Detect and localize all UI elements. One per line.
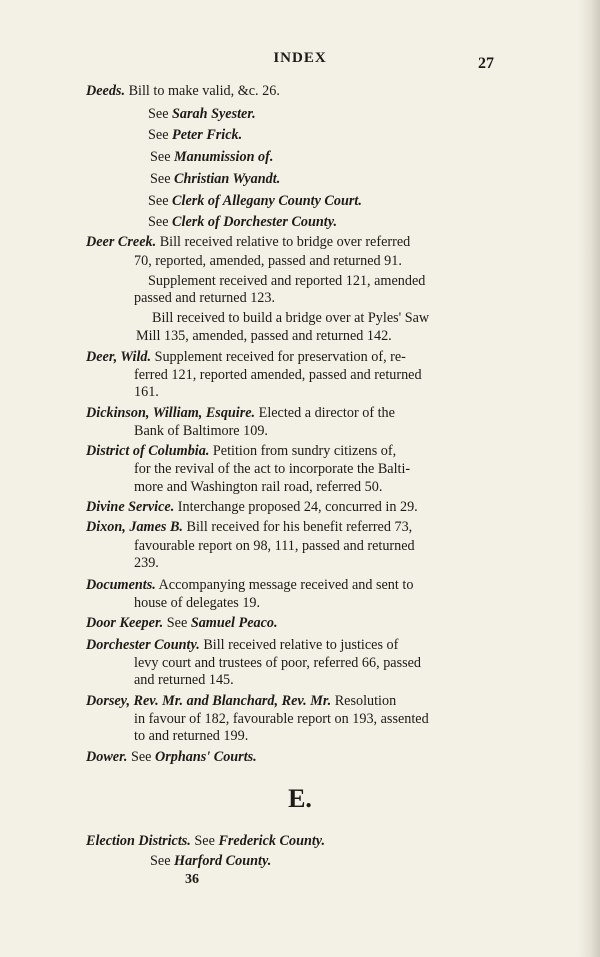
index-entry-deer-creek <box>86 233 410 251</box>
see-prefix: See <box>150 853 175 869</box>
index-entry-door-keeper <box>86 614 278 632</box>
index-entry-election-districts <box>86 832 325 850</box>
see-prefix: See <box>148 106 173 122</box>
see-prefix: See <box>148 193 173 209</box>
entry-text: See <box>190 833 219 849</box>
entry-continuation: for the revival of the act to incorporate the Balti- <box>134 461 411 477</box>
page-title: INDEX <box>273 50 327 66</box>
see-reference <box>150 148 273 166</box>
entry-term: Dorsey, Rev. Mr. and Blanchard, Rev. Mr. <box>86 693 332 709</box>
see-reference <box>148 126 242 144</box>
index-entry-dixon <box>86 518 412 536</box>
entry-continuation: to and returned 199. <box>134 728 249 744</box>
entry-term: District of Columbia. <box>86 443 210 459</box>
see-target: Clerk of Allegany County Court. <box>172 193 362 209</box>
see-target: Harford County. <box>174 853 272 869</box>
see-target: Christian Wyandt. <box>174 171 281 187</box>
entry-continuation: Mill 135, amended, passed and returned 142. <box>136 328 392 344</box>
entry-text: See <box>127 749 155 765</box>
entry-continuation: levy court and trustees of poor, referred 66, passed <box>134 655 422 671</box>
see-reference <box>150 170 280 188</box>
see-reference <box>150 852 271 870</box>
page-number: 27 <box>478 55 494 72</box>
entry-continuation: house of delegates 19. <box>134 595 261 611</box>
index-entry-documents <box>86 576 413 594</box>
entry-continuation: Bank of Baltimore 109. <box>134 423 268 439</box>
entry-text: Resolution <box>331 693 397 709</box>
entry-text: Bill received for his benefit referred 73, <box>182 519 413 535</box>
entry-continuation: favourable report on 98, 111, passed and returned <box>134 538 415 554</box>
entry-term: Documents. <box>86 577 156 593</box>
index-entry-deer-wild <box>86 348 406 366</box>
see-target: Sarah Syester. <box>172 106 256 122</box>
entry-continuation: 70, reported, amended, passed and returned 91. <box>134 253 402 269</box>
see-target: Orphans' Courts. <box>154 749 257 765</box>
see-prefix: See <box>150 171 175 187</box>
index-entry-dickinson <box>86 404 395 422</box>
entry-continuation: and returned 145. <box>134 672 234 688</box>
index-entry-deeds <box>86 82 280 100</box>
see-prefix: See <box>150 149 175 165</box>
entry-continuation: more and Washington rail road, referred 50. <box>134 479 383 495</box>
see-reference <box>148 192 362 210</box>
see-target: Manumission of. <box>174 149 274 165</box>
entry-term: Dower. <box>86 749 128 765</box>
see-reference <box>148 105 256 123</box>
entry-continuation: ferred 121, reported amended, passed and returned <box>134 367 422 383</box>
entry-continuation: in favour of 182, favourable report on 193, assented <box>134 711 429 727</box>
see-target: Frederick County. <box>218 833 326 849</box>
see-prefix: See <box>148 214 173 230</box>
entry-text: Elected a director of the <box>255 405 395 421</box>
index-entry-divine-service <box>86 498 418 516</box>
see-target: Samuel Peaco. <box>190 615 278 631</box>
index-entry-dower <box>86 748 257 766</box>
entry-text: See <box>163 615 191 631</box>
entry-text: Supplement received for preservation of, re- <box>151 349 406 365</box>
entry-term: Divine Service. <box>86 499 175 515</box>
entry-term: Deeds. <box>86 83 126 99</box>
entry-term: Election Districts. <box>86 833 191 849</box>
entry-term: Dorchester County. <box>86 637 200 653</box>
entry-term: Deer, Wild. <box>86 349 152 365</box>
entry-text: Accompanying message received and sent to <box>155 577 414 593</box>
index-entry-dorchester-county <box>86 636 398 654</box>
see-target: Clerk of Dorchester County. <box>172 214 338 230</box>
entry-text: Petition from sundry citizens of, <box>209 443 397 459</box>
entry-continuation: 161. <box>134 384 159 400</box>
see-reference <box>148 213 337 231</box>
entry-term: Dickinson, William, Esquire. <box>86 405 256 421</box>
see-target: Peter Frick. <box>172 127 243 143</box>
entry-term: Door Keeper. <box>86 615 164 631</box>
see-prefix: See <box>148 127 173 143</box>
signature-mark: 36 <box>185 872 199 887</box>
entry-continuation: passed and returned 123. <box>134 290 276 306</box>
index-entry-district-of-columbia <box>86 442 396 460</box>
entry-text: Interchange proposed 24, concurred in 29. <box>174 499 418 515</box>
section-heading-e: E. <box>288 784 312 813</box>
entry-text: Bill to make valid, &c. 26. <box>125 83 280 99</box>
entry-continuation: Supplement received and reported 121, amended <box>148 273 426 289</box>
entry-term: Deer Creek. <box>86 234 157 250</box>
entry-continuation: 239. <box>134 555 159 571</box>
index-entry-dorsey <box>86 692 396 710</box>
entry-term: Dixon, James B. <box>86 519 183 535</box>
entry-text: Bill received relative to bridge over referred <box>156 234 411 250</box>
entry-text: Bill received relative to justices of <box>199 637 399 653</box>
entry-continuation: Bill received to build a bridge over at Pyles' Saw <box>152 310 430 326</box>
